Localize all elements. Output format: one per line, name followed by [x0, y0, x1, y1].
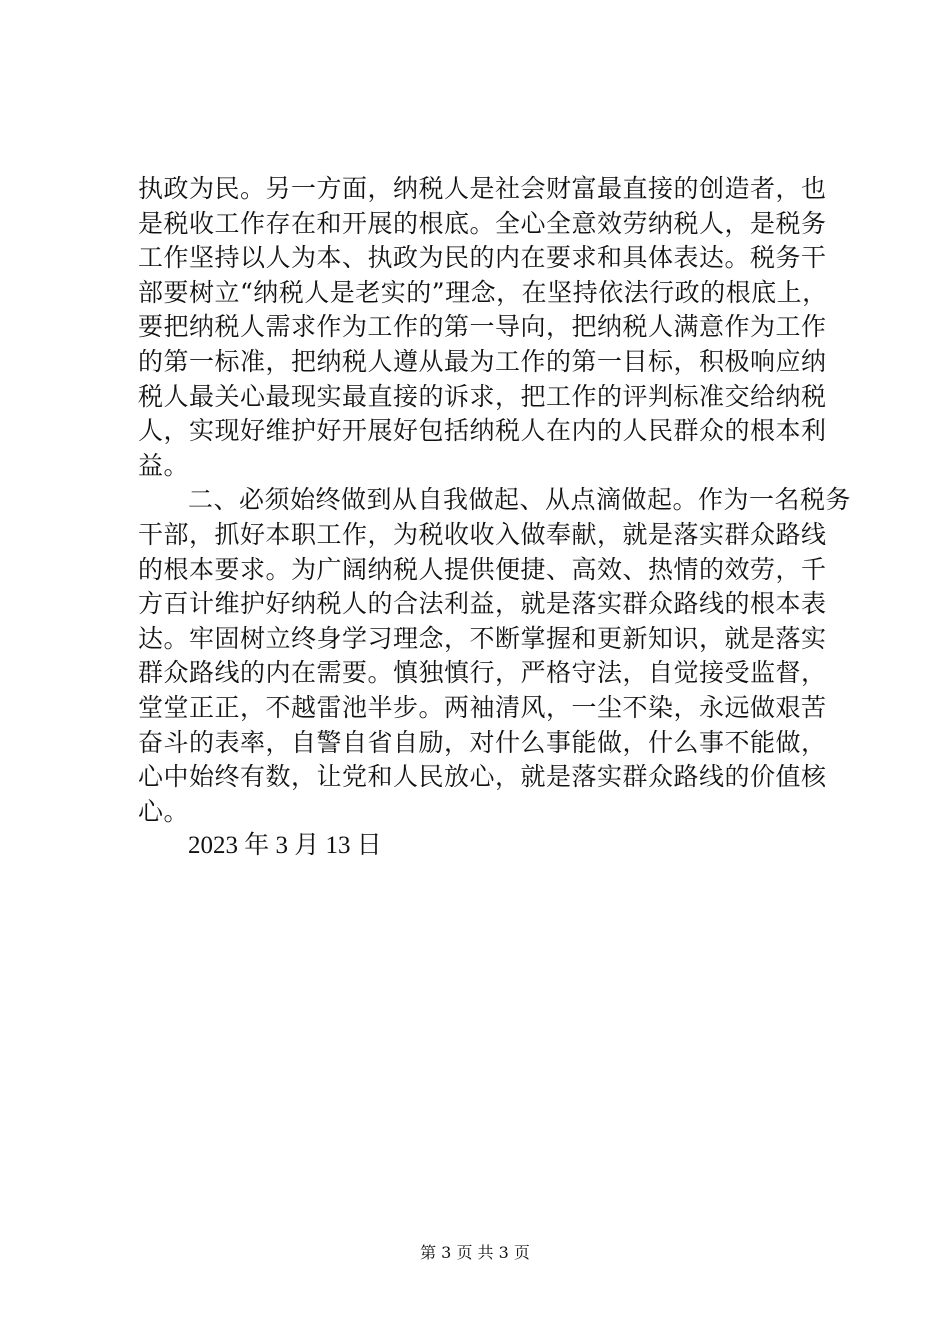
text-line: 的第一标准，把纳税人遵从最为工作的第一目标，积极响应纳 — [138, 346, 827, 376]
text-line: 要把纳税人需求作为工作的第一导向，把纳税人满意作为工作 — [138, 312, 827, 342]
text-line: 心。 — [138, 796, 190, 826]
text-line: 部要树立“纳税人是老实的”理念，在坚持依法行政的根底上， — [138, 277, 828, 307]
text-line: 达。牢固树立终身学习理念，不断掌握和更新知识，就是落实 — [138, 623, 827, 653]
text-line: 工作坚持以人为本、执政为民的内在要求和具体表达。税务干 — [138, 243, 827, 273]
document-date: 2023 年 3 月 13 日 — [188, 832, 382, 860]
text-line: 堂堂正正，不越雷池半步。两袖清风，一尘不染，永远做艰苦 — [138, 692, 827, 722]
page-number-footer: 第 3 页 共 3 页 — [420, 1243, 530, 1262]
text-line: 是税收工作存在和开展的根底。全心全意效劳纳税人，是税务 — [138, 208, 827, 238]
text-line: 的根本要求。为广阔纳税人提供便捷、高效、热情的效劳，千 — [138, 554, 827, 584]
text-line: 心中始终有数，让党和人民放心，就是落实群众路线的价值核 — [138, 762, 827, 792]
text-line: 税人最关心最现实最直接的诉求，把工作的评判标准交给纳税 — [138, 381, 827, 411]
text-line: 益。 — [138, 450, 190, 480]
text-line: 方百计维护好纳税人的合法利益，就是落实群众路线的根本表 — [138, 589, 827, 619]
document-body — [138, 172, 852, 864]
paragraph-start-line: 二、必须始终做到从自我做起、从点滴做起。作为一名税务 — [188, 485, 852, 515]
text-line: 干部，抓好本职工作，为税收收入做奉献，就是落实群众路线 — [138, 519, 827, 549]
text-line: 执政为民。另一方面，纳税人是社会财富最直接的创造者，也 — [138, 174, 827, 203]
text-line: 群众路线的内在需要。慎独慎行，严格守法，自觉接受监督， — [138, 658, 827, 688]
text-line: 人，实现好维护好开展好包括纳税人在内的人民群众的根本利 — [138, 416, 827, 446]
text-line: 奋斗的表率，自警自省自励，对什么事能做，什么事不能做， — [138, 727, 827, 757]
